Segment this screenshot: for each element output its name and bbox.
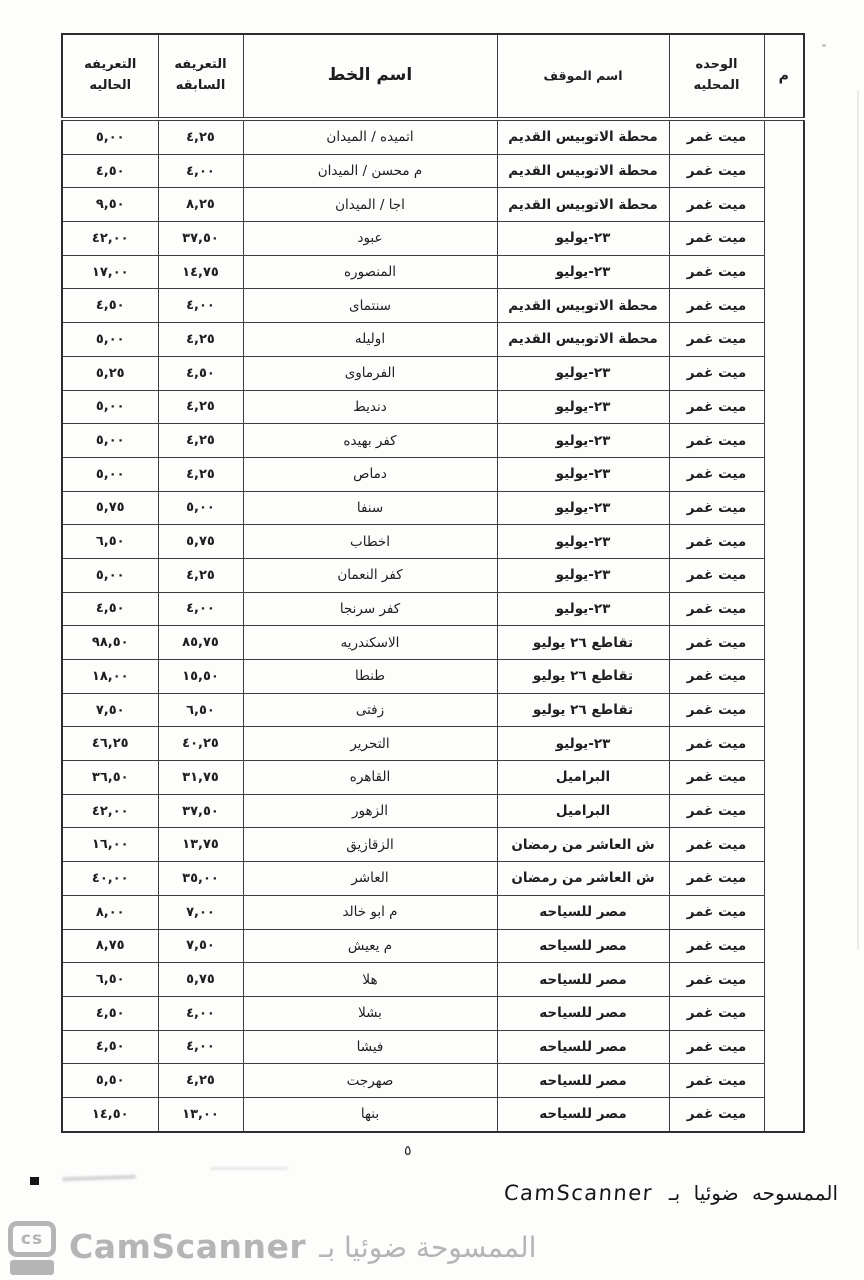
camscanner-logo-base — [10, 1260, 54, 1275]
cell-line: الزهور — [243, 794, 497, 828]
cell-current-tariff: ٤٠,٠٠ — [62, 862, 158, 896]
cell-station: ٢٣-يوليو — [497, 424, 669, 458]
cell-current-tariff: ٥,٢٥ — [62, 356, 158, 390]
cell-previous-tariff: ٤,٢٥ — [158, 457, 243, 491]
cell-local-unit: ميت غمر — [669, 862, 764, 896]
camscanner-brand-text: CamScanner — [69, 1227, 307, 1266]
cell-previous-tariff: ٤,٠٠ — [158, 289, 243, 323]
cell-previous-tariff: ٤,٢٥ — [158, 119, 243, 154]
header-station: اسم الموقف — [497, 34, 669, 119]
table-row — [62, 558, 804, 592]
cell-station: مصر للسياحه — [497, 996, 669, 1030]
cell-previous-tariff: ٦,٥٠ — [158, 693, 243, 727]
cell-local-unit: ميت غمر — [669, 1030, 764, 1064]
table-row — [62, 626, 804, 660]
cell-current-tariff: ٥,٠٠ — [62, 457, 158, 491]
cell-line: اخطاب — [243, 525, 497, 559]
cell-line: الاسكندريه — [243, 626, 497, 660]
cell-previous-tariff: ٣٥,٠٠ — [158, 862, 243, 896]
cell-previous-tariff: ٤,٠٠ — [158, 592, 243, 626]
table-body — [62, 119, 804, 1132]
serial-column-cell — [764, 119, 804, 1132]
cell-local-unit: ميت غمر — [669, 356, 764, 390]
table-row — [62, 794, 804, 828]
cell-station: ش العاشر من رمضان — [497, 828, 669, 862]
cell-previous-tariff: ٤,٢٥ — [158, 424, 243, 458]
cell-station: البراميل — [497, 794, 669, 828]
table-row — [62, 592, 804, 626]
cell-line: بنها — [243, 1097, 497, 1131]
cell-previous-tariff: ١٥,٥٠ — [158, 660, 243, 694]
cell-previous-tariff: ٤,٢٥ — [158, 390, 243, 424]
table-row — [62, 727, 804, 761]
cell-local-unit: ميت غمر — [669, 525, 764, 559]
cell-local-unit: ميت غمر — [669, 828, 764, 862]
cell-station: مصر للسياحه — [497, 929, 669, 963]
cell-current-tariff: ٩,٥٠ — [62, 188, 158, 222]
cell-station: مصر للسياحه — [497, 1030, 669, 1064]
header-current-tariff: التعريفه الحاليه — [62, 34, 158, 119]
handwritten-watermark-brand-text: CamScanner — [503, 1181, 654, 1205]
cell-local-unit: ميت غمر — [669, 1097, 764, 1131]
table-row — [62, 929, 804, 963]
cell-local-unit: ميت غمر — [669, 154, 764, 188]
table-row — [62, 828, 804, 862]
cell-current-tariff: ٥,٠٠ — [62, 323, 158, 357]
cell-previous-tariff: ٤,٢٥ — [158, 1064, 243, 1098]
cell-previous-tariff: ١٣,٧٥ — [158, 828, 243, 862]
table-row — [62, 255, 804, 289]
table-row — [62, 356, 804, 390]
table-row — [62, 660, 804, 694]
cell-station: ٢٣-يوليو — [497, 390, 669, 424]
cell-line: المنصوره — [243, 255, 497, 289]
scan-artifact-smudge — [62, 1175, 136, 1182]
cell-line: دماص — [243, 457, 497, 491]
cell-current-tariff: ٧,٥٠ — [62, 693, 158, 727]
cell-line: سنفا — [243, 491, 497, 525]
cell-local-unit: ميت غمر — [669, 188, 764, 222]
cell-line: العاشر — [243, 862, 497, 896]
table-row — [62, 963, 804, 997]
cell-station: ٢٣-يوليو — [497, 356, 669, 390]
cell-local-unit: ميت غمر — [669, 693, 764, 727]
cell-current-tariff: ٥,٠٠ — [62, 119, 158, 154]
cell-station: ٢٣-يوليو — [497, 491, 669, 525]
cell-station: ٢٣-يوليو — [497, 457, 669, 491]
cell-current-tariff: ٤,٥٠ — [62, 1030, 158, 1064]
table-row — [62, 693, 804, 727]
cell-previous-tariff: ٤,٠٠ — [158, 996, 243, 1030]
cell-local-unit: ميت غمر — [669, 895, 764, 929]
cell-local-unit: ميت غمر — [669, 289, 764, 323]
cell-current-tariff: ٨,٠٠ — [62, 895, 158, 929]
cell-line: اجا / الميدان — [243, 188, 497, 222]
cell-line: م يعيش — [243, 929, 497, 963]
cell-previous-tariff: ٤٠,٢٥ — [158, 727, 243, 761]
cell-current-tariff: ١٨,٠٠ — [62, 660, 158, 694]
cell-local-unit: ميت غمر — [669, 323, 764, 357]
camscanner-watermark — [8, 1221, 536, 1275]
table-row — [62, 996, 804, 1030]
cell-station: ٢٣-يوليو — [497, 255, 669, 289]
cell-current-tariff: ٤,٥٠ — [62, 289, 158, 323]
cell-previous-tariff: ٣٧,٥٠ — [158, 222, 243, 256]
cell-local-unit: ميت غمر — [669, 222, 764, 256]
table-row — [62, 895, 804, 929]
cell-local-unit: ميت غمر — [669, 558, 764, 592]
cell-current-tariff: ٤,٥٠ — [62, 154, 158, 188]
cell-station: ش العاشر من رمضان — [497, 862, 669, 896]
cell-previous-tariff: ٤,٠٠ — [158, 1030, 243, 1064]
cell-line: فيشا — [243, 1030, 497, 1064]
cell-station: ٢٣-يوليو — [497, 525, 669, 559]
cell-line: اتميده / الميدان — [243, 119, 497, 154]
table-row — [62, 457, 804, 491]
cell-previous-tariff: ٤,٢٥ — [158, 323, 243, 357]
cell-current-tariff: ٥,٠٠ — [62, 390, 158, 424]
cell-station: محطة الاتوبيس القديم — [497, 289, 669, 323]
cell-line: هلا — [243, 963, 497, 997]
cell-station: محطة الاتوبيس القديم — [497, 154, 669, 188]
cell-current-tariff: ٥,٥٠ — [62, 1064, 158, 1098]
cell-station: مصر للسياحه — [497, 1064, 669, 1098]
cell-local-unit: ميت غمر — [669, 626, 764, 660]
cell-line: سنتماى — [243, 289, 497, 323]
cell-station: محطة الاتوبيس القديم — [497, 119, 669, 154]
cell-current-tariff: ١٤,٥٠ — [62, 1097, 158, 1131]
cell-previous-tariff: ٣٧,٥٠ — [158, 794, 243, 828]
table-row — [62, 289, 804, 323]
cell-current-tariff: ٥,٧٥ — [62, 491, 158, 525]
cell-line: صهرجت — [243, 1064, 497, 1098]
cell-previous-tariff: ٥,٧٥ — [158, 525, 243, 559]
cell-station: ٢٣-يوليو — [497, 592, 669, 626]
table-row — [62, 1097, 804, 1131]
cell-local-unit: ميت غمر — [669, 424, 764, 458]
cell-current-tariff: ٤٦,٢٥ — [62, 727, 158, 761]
table-row — [62, 862, 804, 896]
table-row — [62, 424, 804, 458]
cell-previous-tariff: ١٣,٠٠ — [158, 1097, 243, 1131]
cell-previous-tariff: ٥,٠٠ — [158, 491, 243, 525]
cell-station: ٢٣-يوليو — [497, 727, 669, 761]
cell-current-tariff: ١٦,٠٠ — [62, 828, 158, 862]
table-row — [62, 188, 804, 222]
scan-edge-shadow — [857, 90, 859, 950]
cell-local-unit: ميت غمر — [669, 255, 764, 289]
cell-station: ٢٣-يوليو — [497, 558, 669, 592]
cell-local-unit: ميت غمر — [669, 963, 764, 997]
table-row — [62, 222, 804, 256]
cell-current-tariff: ١٧,٠٠ — [62, 255, 158, 289]
table-row — [62, 491, 804, 525]
cell-station: تقاطع ٢٦ يوليو — [497, 693, 669, 727]
cell-local-unit: ميت غمر — [669, 457, 764, 491]
cell-previous-tariff: ١٤,٧٥ — [158, 255, 243, 289]
scan-artifact-dot — [822, 44, 826, 47]
cell-previous-tariff: ٤,٢٥ — [158, 558, 243, 592]
header-local-unit: الوحده المحليه — [669, 34, 764, 119]
cell-line: بشلا — [243, 996, 497, 1030]
cell-previous-tariff: ٤,٥٠ — [158, 356, 243, 390]
cell-line: كفر سرنجا — [243, 592, 497, 626]
scan-artifact-smudge — [210, 1167, 288, 1170]
camscanner-logo-icon — [8, 1221, 56, 1275]
cell-station: محطة الاتوبيس القديم — [497, 188, 669, 222]
scan-artifact-square — [30, 1177, 39, 1185]
cell-line: كفر النعمان — [243, 558, 497, 592]
cell-current-tariff: ٩٨,٥٠ — [62, 626, 158, 660]
cell-previous-tariff: ٧,٥٠ — [158, 929, 243, 963]
header-previous-tariff: التعريفه السابقه — [158, 34, 243, 119]
cell-previous-tariff: ٧,٠٠ — [158, 895, 243, 929]
cell-local-unit: ميت غمر — [669, 119, 764, 154]
cell-line: كفر بهيده — [243, 424, 497, 458]
cell-current-tariff: ٦,٥٠ — [62, 525, 158, 559]
cell-station: تقاطع ٢٦ يوليو — [497, 660, 669, 694]
cell-line: اوليله — [243, 323, 497, 357]
cell-line: القاهره — [243, 761, 497, 795]
fare-table — [61, 33, 805, 1133]
cell-current-tariff: ٤٢,٠٠ — [62, 222, 158, 256]
camscanner-arabic-text: الممسوحة ضوئيا بـ — [319, 1231, 537, 1264]
table-row — [62, 119, 804, 154]
cell-local-unit: ميت غمر — [669, 390, 764, 424]
cell-line: عبود — [243, 222, 497, 256]
cell-line: م ابو خالد — [243, 895, 497, 929]
cell-local-unit: ميت غمر — [669, 1064, 764, 1098]
cell-local-unit: ميت غمر — [669, 929, 764, 963]
cell-station: تقاطع ٢٦ يوليو — [497, 626, 669, 660]
cell-local-unit: ميت غمر — [669, 794, 764, 828]
cell-previous-tariff: ٣١,٧٥ — [158, 761, 243, 795]
camscanner-logo-letters: cs — [20, 1229, 44, 1249]
cell-current-tariff: ٥,٠٠ — [62, 424, 158, 458]
table-row — [62, 154, 804, 188]
table-row — [62, 525, 804, 559]
cell-local-unit: ميت غمر — [669, 660, 764, 694]
cell-previous-tariff: ٨٥,٧٥ — [158, 626, 243, 660]
cell-current-tariff: ٣٦,٥٠ — [62, 761, 158, 795]
cell-local-unit: ميت غمر — [669, 592, 764, 626]
cell-station: ٢٣-يوليو — [497, 222, 669, 256]
table-row — [62, 390, 804, 424]
cell-line: دنديط — [243, 390, 497, 424]
table-header-row — [62, 34, 804, 119]
cell-station: مصر للسياحه — [497, 963, 669, 997]
table-row — [62, 323, 804, 357]
cell-station: مصر للسياحه — [497, 1097, 669, 1131]
cell-line: زفتى — [243, 693, 497, 727]
cell-line: الزقازيق — [243, 828, 497, 862]
cell-line: م محسن / الميدان — [243, 154, 497, 188]
cell-local-unit: ميت غمر — [669, 996, 764, 1030]
page-number: ٥ — [404, 1143, 412, 1159]
cell-line: طنطا — [243, 660, 497, 694]
header-serial: م — [764, 34, 804, 119]
handwritten-watermark-arabic-text: الممسوحه ضوئيا بـ — [668, 1181, 838, 1205]
cell-local-unit: ميت غمر — [669, 761, 764, 795]
cell-local-unit: ميت غمر — [669, 727, 764, 761]
table-row — [62, 1030, 804, 1064]
cell-previous-tariff: ٥,٧٥ — [158, 963, 243, 997]
cell-current-tariff: ٥,٠٠ — [62, 558, 158, 592]
header-line: اسم الخط — [243, 34, 497, 119]
cell-current-tariff: ٤,٥٠ — [62, 592, 158, 626]
cell-current-tariff: ٤٢,٠٠ — [62, 794, 158, 828]
cell-current-tariff: ٤,٥٠ — [62, 996, 158, 1030]
cell-line: التحرير — [243, 727, 497, 761]
handwritten-watermark — [504, 1181, 838, 1205]
cell-current-tariff: ٦,٥٠ — [62, 963, 158, 997]
table-row — [62, 761, 804, 795]
cell-station: محطة الاتوبيس القديم — [497, 323, 669, 357]
cell-current-tariff: ٨,٧٥ — [62, 929, 158, 963]
cell-station: البراميل — [497, 761, 669, 795]
cell-previous-tariff: ٨,٢٥ — [158, 188, 243, 222]
table-row — [62, 1064, 804, 1098]
cell-local-unit: ميت غمر — [669, 491, 764, 525]
cell-station: مصر للسياحه — [497, 895, 669, 929]
cell-previous-tariff: ٤,٠٠ — [158, 154, 243, 188]
cell-line: الفرماوى — [243, 356, 497, 390]
